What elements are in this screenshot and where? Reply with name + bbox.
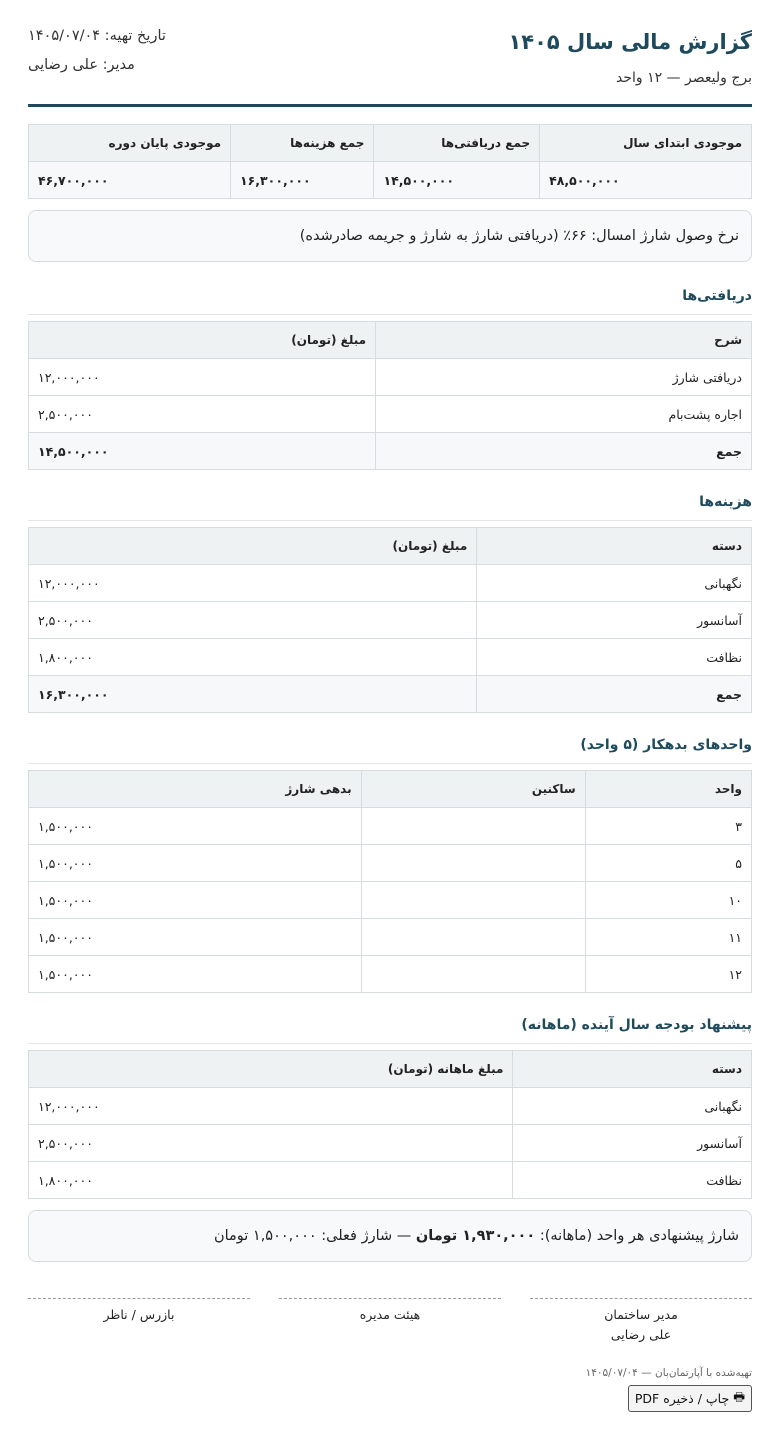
proposed-charge-note bbox=[28, 1210, 752, 1262]
section-title: پیشنهاد بودجه سال آینده (ماهانه) bbox=[28, 1017, 752, 1044]
unit-number: ۵ bbox=[585, 845, 751, 882]
collection-rate-note: نرخ وصول شارژ امسال: ۶۶٪ (دریافتی شارژ به شارژ و جریمه صادرشده) bbox=[28, 210, 752, 262]
debtors-section bbox=[28, 737, 752, 993]
printer-icon: 🖶 bbox=[733, 1389, 745, 1404]
column-header: مبلغ (تومان) bbox=[29, 322, 376, 359]
total-expenses: ۱۶,۳۰۰,۰۰۰ bbox=[231, 162, 374, 199]
debt-amount: ۱,۵۰۰,۰۰۰ bbox=[29, 808, 362, 845]
signature-block-board bbox=[279, 1298, 501, 1347]
table-row bbox=[29, 602, 752, 639]
total-row bbox=[29, 676, 752, 713]
row-label: نگهبانی bbox=[477, 565, 752, 602]
row-amount: ۱۲,۰۰۰,۰۰۰ bbox=[29, 359, 376, 396]
column-header: مبلغ (تومان) bbox=[29, 528, 477, 565]
row-label: نگهبانی bbox=[513, 1088, 752, 1125]
section-title: واحدهای بدهکار (۵ واحد) bbox=[28, 737, 752, 764]
column-header: دسته bbox=[513, 1051, 752, 1088]
expenses-section bbox=[28, 494, 752, 713]
signature-name bbox=[28, 1327, 250, 1347]
row-label: آسانسور bbox=[477, 602, 752, 639]
print-button-label: چاپ / ذخیره PDF bbox=[634, 1391, 730, 1406]
row-label: دریافتی شارژ bbox=[376, 359, 752, 396]
total-amount: ۱۶,۳۰۰,۰۰۰ bbox=[29, 676, 477, 713]
signature-role: بازرس / ناظر bbox=[103, 1307, 175, 1322]
budget-section bbox=[28, 1017, 752, 1199]
summary-header: موجودی پایان دوره bbox=[29, 125, 231, 162]
debt-amount: ۱,۵۰۰,۰۰۰ bbox=[29, 882, 362, 919]
footer-credit: تهیه‌شده با آپارتمان‌بان — ۱۴۰۵/۰۷/۰۴ bbox=[585, 1367, 752, 1379]
table-row bbox=[29, 396, 752, 433]
print-button[interactable] bbox=[628, 1385, 752, 1412]
row-label: نظافت bbox=[477, 639, 752, 676]
table-row bbox=[29, 1088, 752, 1125]
column-header: بدهی شارژ bbox=[29, 771, 362, 808]
title-block bbox=[508, 28, 752, 86]
unit-number: ۱۰ bbox=[585, 882, 751, 919]
signature-area bbox=[28, 1298, 752, 1347]
manager-name: مدیر: علی رضایی bbox=[28, 57, 135, 73]
debt-amount: ۱,۵۰۰,۰۰۰ bbox=[29, 919, 362, 956]
total-label: جمع bbox=[477, 676, 752, 713]
signature-name bbox=[279, 1327, 501, 1347]
row-amount: ۱۲,۰۰۰,۰۰۰ bbox=[29, 565, 477, 602]
row-amount: ۲,۵۰۰,۰۰۰ bbox=[29, 1125, 513, 1162]
building-subtitle: برج ولیعصر — ۱۲ واحد bbox=[615, 70, 752, 86]
column-header: مبلغ ماهانه (تومان) bbox=[29, 1051, 513, 1088]
column-header: واحد bbox=[585, 771, 751, 808]
row-amount: ۱,۸۰۰,۰۰۰ bbox=[29, 1162, 513, 1199]
signature-name: علی رضایی bbox=[610, 1327, 672, 1342]
total-label: جمع bbox=[376, 433, 752, 470]
total-amount: ۱۴,۵۰۰,۰۰۰ bbox=[29, 433, 376, 470]
debt-amount: ۱,۵۰۰,۰۰۰ bbox=[29, 845, 362, 882]
residents bbox=[361, 882, 585, 919]
row-amount: ۲,۵۰۰,۰۰۰ bbox=[29, 602, 477, 639]
debtors-table bbox=[28, 770, 752, 993]
table-row bbox=[29, 1125, 752, 1162]
row-label: آسانسور bbox=[513, 1125, 752, 1162]
report-meta bbox=[28, 28, 166, 86]
summary-header: جمع هزینه‌ها bbox=[231, 125, 374, 162]
row-label: اجاره پشت‌بام bbox=[376, 396, 752, 433]
closing-balance: ۴۶,۷۰۰,۰۰۰ bbox=[29, 162, 231, 199]
proposal-suffix: — شارژ فعلی: ۱,۵۰۰,۰۰۰ تومان bbox=[213, 1228, 412, 1244]
signature-role: مدیر ساختمان bbox=[604, 1307, 678, 1322]
table-row bbox=[29, 956, 752, 993]
summary-header: جمع دریافتی‌ها bbox=[374, 125, 540, 162]
report-title: گزارش مالی سال ۱۴۰۵ bbox=[508, 30, 752, 54]
section-title: دریافتی‌ها bbox=[28, 288, 752, 315]
opening-balance: ۴۸,۵۰۰,۰۰۰ bbox=[540, 162, 752, 199]
debt-amount: ۱,۵۰۰,۰۰۰ bbox=[29, 956, 362, 993]
receipts-section bbox=[28, 288, 752, 470]
signature-block-inspector bbox=[28, 1298, 250, 1347]
table-row bbox=[29, 808, 752, 845]
residents bbox=[361, 845, 585, 882]
signature-block-manager bbox=[530, 1298, 752, 1347]
table-row bbox=[29, 919, 752, 956]
unit-number: ۳ bbox=[585, 808, 751, 845]
receipts-table bbox=[28, 321, 752, 470]
summary-table bbox=[28, 124, 752, 199]
residents bbox=[361, 956, 585, 993]
column-header: ساکنین bbox=[361, 771, 585, 808]
row-amount: ۱,۸۰۰,۰۰۰ bbox=[29, 639, 477, 676]
unit-number: ۱۱ bbox=[585, 919, 751, 956]
expenses-table bbox=[28, 527, 752, 713]
table-row bbox=[29, 359, 752, 396]
row-amount: ۱۲,۰۰۰,۰۰۰ bbox=[29, 1088, 513, 1125]
row-amount: ۲,۵۰۰,۰۰۰ bbox=[29, 396, 376, 433]
column-header: شرح bbox=[376, 322, 752, 359]
section-title: هزینه‌ها bbox=[28, 494, 752, 521]
residents bbox=[361, 919, 585, 956]
table-row bbox=[29, 845, 752, 882]
signature-role: هیئت مدیره bbox=[359, 1307, 421, 1322]
unit-number: ۱۲ bbox=[585, 956, 751, 993]
total-receipts: ۱۴,۵۰۰,۰۰۰ bbox=[374, 162, 540, 199]
proposal-amount: ۱,۹۳۰,۰۰۰ تومان bbox=[415, 1228, 536, 1244]
budget-table bbox=[28, 1050, 752, 1199]
table-row bbox=[29, 639, 752, 676]
total-row bbox=[29, 433, 752, 470]
report-header bbox=[28, 28, 752, 107]
proposal-prefix: شارژ پیشنهادی هر واحد (ماهانه): bbox=[539, 1228, 739, 1244]
table-row bbox=[29, 565, 752, 602]
row-label: نظافت bbox=[513, 1162, 752, 1199]
table-row bbox=[29, 882, 752, 919]
column-header: دسته bbox=[477, 528, 752, 565]
residents bbox=[361, 808, 585, 845]
footer bbox=[28, 1367, 752, 1412]
summary-header: موجودی ابتدای سال bbox=[540, 125, 752, 162]
report-date: تاریخ تهیه: ۱۴۰۵/۰۷/۰۴ bbox=[28, 28, 166, 44]
table-row bbox=[29, 1162, 752, 1199]
